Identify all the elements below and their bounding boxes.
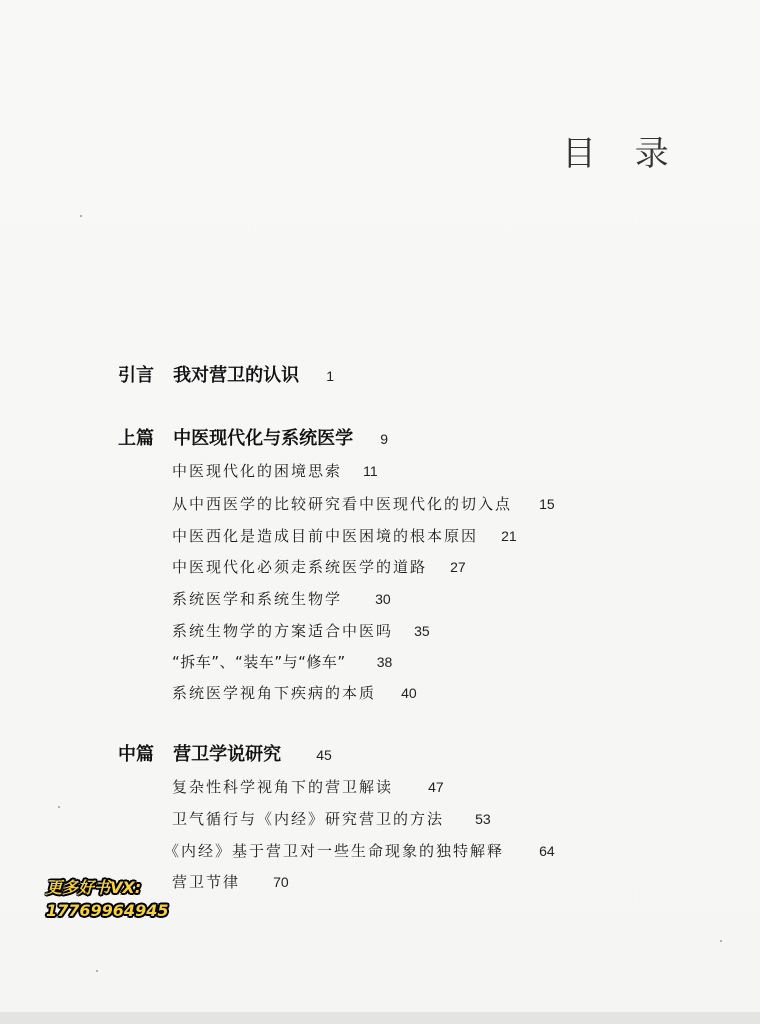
toc-entry[interactable] <box>172 779 444 795</box>
toc-entry[interactable] <box>172 591 391 607</box>
page-number: 40 <box>401 685 417 701</box>
page-number: 15 <box>539 496 555 512</box>
entry-title: 中医现代化必须走系统医学的道路 <box>172 558 428 576</box>
watermark-line: 更多好书VX: <box>46 878 142 897</box>
page-number: 11 <box>363 463 378 479</box>
entry-title: 系统医学视角下疾病的本质 <box>172 684 377 702</box>
toc-entry[interactable] <box>172 463 378 479</box>
scan-speck <box>720 940 722 942</box>
toc-intro-row[interactable] <box>118 367 334 385</box>
section-title: 营卫学说研究 <box>173 744 282 765</box>
page-number: 70 <box>273 874 289 890</box>
entry-title: “拆车”、“装车”与“修车” <box>172 653 346 671</box>
toc-entry[interactable] <box>172 623 430 639</box>
page-number: 38 <box>376 654 393 670</box>
section-title: 我对营卫的认识 <box>173 365 300 386</box>
entry-title: 系统医学和系统生物学 <box>172 590 343 608</box>
scan-speck <box>58 806 60 808</box>
page-bottom-edge <box>0 1012 760 1024</box>
page-number: 45 <box>316 747 332 763</box>
watermark-line: 17769964945 <box>46 901 169 920</box>
scan-speck <box>80 215 82 217</box>
watermark-text <box>46 876 168 922</box>
toc-entry[interactable] <box>172 811 491 827</box>
toc-part1-row[interactable] <box>118 430 388 448</box>
page-number: 9 <box>380 431 388 447</box>
toc-entry[interactable] <box>172 528 517 544</box>
page-number: 35 <box>414 623 430 639</box>
page-number: 30 <box>375 591 391 607</box>
toc-entry[interactable] <box>172 685 417 701</box>
page-title: 目 录 <box>562 134 683 174</box>
toc-entry[interactable] <box>172 874 289 890</box>
page-number: 27 <box>450 559 466 575</box>
entry-title: 营卫节律 <box>172 873 241 891</box>
page-number: 21 <box>501 528 517 544</box>
scan-speck <box>96 970 98 972</box>
section-label: 上篇 <box>118 428 154 449</box>
page-number: 1 <box>326 368 334 384</box>
section-label: 中篇 <box>118 744 154 765</box>
entry-title: 中医西化是造成目前中医困境的根本原因 <box>172 527 479 545</box>
page-number: 53 <box>475 811 491 827</box>
section-label: 引言 <box>118 365 154 386</box>
entry-title: 系统生物学的方案适合中医吗 <box>172 622 394 640</box>
page-number: 47 <box>428 779 444 795</box>
toc-part2-row[interactable] <box>118 746 332 764</box>
entry-title: 《内经》基于营卫对一些生命现象的独特解释 <box>164 842 505 860</box>
section-title: 中医现代化与系统医学 <box>173 428 354 449</box>
toc-entry[interactable] <box>164 843 555 859</box>
page-number: 64 <box>539 843 555 859</box>
entry-title: 卫气循行与《内经》研究营卫的方法 <box>172 810 445 828</box>
entry-title: 复杂性科学视角下的营卫解读 <box>172 778 394 796</box>
toc-entry[interactable] <box>172 654 392 670</box>
entry-title: 中医现代化的困境思索 <box>172 462 343 480</box>
toc-entry[interactable] <box>172 496 555 512</box>
entry-title: 从中西医学的比较研究看中医现代化的切入点 <box>172 495 513 513</box>
toc-entry[interactable] <box>172 559 466 575</box>
